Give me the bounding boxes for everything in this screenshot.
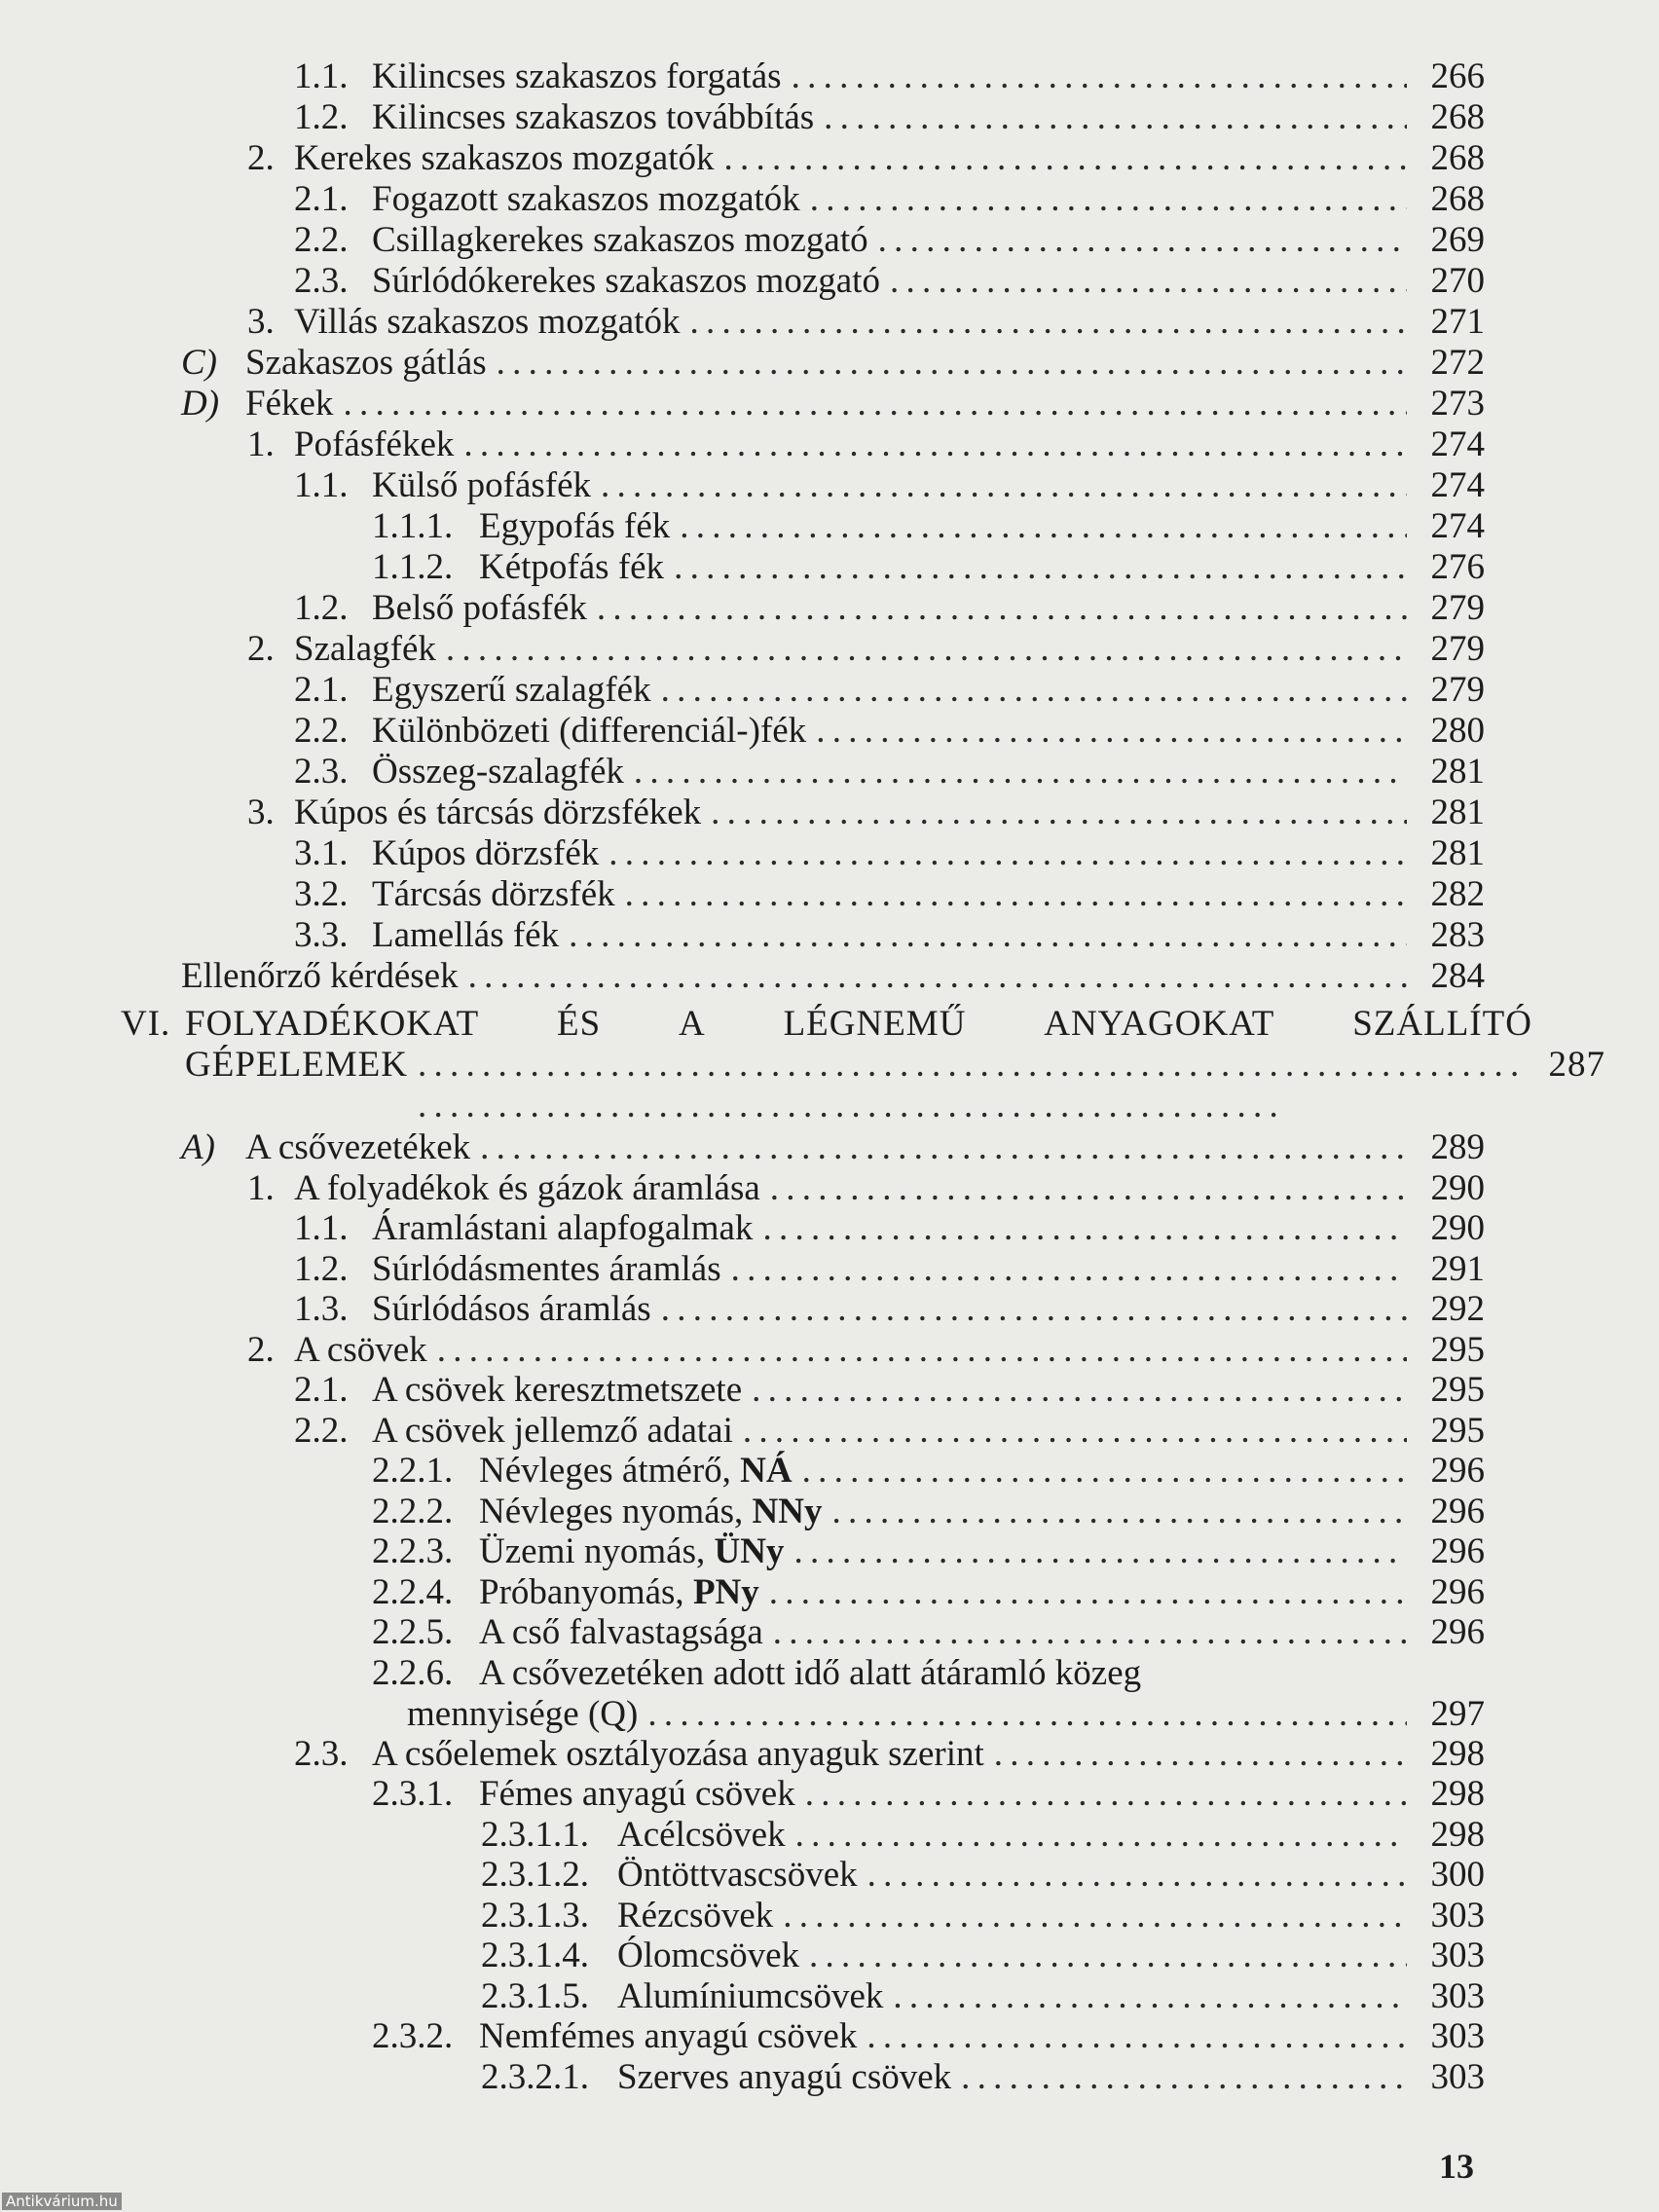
entry-number: 2.3.1.2. <box>481 1855 589 1895</box>
entry-page-number: 303 <box>1430 2056 1485 2097</box>
entry-page-number: 279 <box>1430 629 1485 669</box>
leader-dots <box>647 1694 1407 1735</box>
entry-title: Áramlástani alapfogalmak <box>372 1208 754 1248</box>
toc-entry <box>181 343 1485 384</box>
entry-number: 2.2.5. <box>372 1612 454 1652</box>
leader-dots <box>468 956 1407 997</box>
leader-dots <box>769 1572 1407 1613</box>
entry-title: A csövek keresztmetszete <box>372 1370 743 1410</box>
leader-dots <box>480 1127 1407 1168</box>
leader-dots <box>608 833 1407 874</box>
entry-page-number: 269 <box>1430 220 1485 260</box>
leader-dots <box>743 1411 1407 1452</box>
leader-dots <box>770 1168 1407 1209</box>
toc-entry <box>294 220 1485 261</box>
entry-page-number: 270 <box>1430 261 1485 301</box>
entry-number: 1.2. <box>294 97 349 137</box>
entry-number: 3. <box>247 302 275 342</box>
toc-entry-continuation <box>407 1694 1485 1735</box>
leader-dots <box>795 1815 1407 1856</box>
entry-number: 2.2. <box>294 220 349 260</box>
entry-title: Próbanyomás, PNy <box>479 1571 759 1612</box>
toc-entry <box>247 793 1485 833</box>
entry-number: 2.3.1.3. <box>481 1895 589 1936</box>
chapter-title-line-2 <box>185 1045 1605 1126</box>
entry-title: Súrlódásos áramlás <box>372 1289 651 1329</box>
entry-page-number: 268 <box>1430 138 1485 178</box>
chapter-page-number: 287 <box>1548 1045 1605 1085</box>
entry-page-number: 296 <box>1430 1531 1485 1571</box>
leader-dots <box>893 1976 1407 2017</box>
page-folio: 13 <box>1439 2147 1474 2186</box>
entry-title: Alumíniumcsövek <box>617 1975 884 2016</box>
entry-title: Kilincses szakaszos forgatás <box>372 56 782 96</box>
toc-entry <box>247 302 1485 343</box>
leader-dots <box>994 1734 1407 1775</box>
leader-dots <box>773 1612 1407 1653</box>
entry-number: 2.2.2. <box>372 1491 454 1531</box>
leader-dots <box>446 629 1407 670</box>
entry-page-number: 298 <box>1430 1733 1485 1774</box>
entry-number: 2.3. <box>294 1733 349 1774</box>
entry-number: D) <box>181 384 220 424</box>
entry-page-number: 296 <box>1430 1491 1485 1531</box>
entry-page-number: 295 <box>1430 1410 1485 1451</box>
entry-number: 2.3.1.4. <box>481 1936 589 1975</box>
entry-page-number: 276 <box>1430 547 1485 587</box>
entry-title: Üzemi nyomás, ÜNy <box>479 1531 785 1571</box>
entry-page-number: 303 <box>1430 1975 1485 2016</box>
toc-entry <box>294 915 1485 956</box>
entry-page-number: 292 <box>1430 1289 1485 1329</box>
toc-entry <box>294 97 1485 138</box>
entry-title: Egyszerű szalagfék <box>372 670 651 710</box>
entry-title: Pofásfékek <box>294 424 455 464</box>
entry-title: Összeg-szalagfék <box>372 752 624 792</box>
leader-dots <box>783 1896 1407 1936</box>
chapter-title-word: ÉS <box>557 1004 602 1044</box>
toc-entry <box>247 138 1485 179</box>
leader-dots <box>625 874 1407 915</box>
entry-page-number: 268 <box>1430 97 1485 137</box>
toc-entry <box>481 1855 1485 1896</box>
entry-title: Külső pofásfék <box>372 465 592 505</box>
toc-entry <box>372 1531 1485 1572</box>
toc-entry <box>247 629 1485 670</box>
entry-number: 2.3.2.1. <box>481 2056 589 2097</box>
entry-page-number: 296 <box>1430 1571 1485 1612</box>
entry-number: 2.3.1. <box>372 1774 454 1814</box>
entry-title: Szakaszos gátlás <box>245 343 487 383</box>
toc-entry <box>294 833 1485 874</box>
entry-title: Fémes anyagú csövek <box>479 1774 795 1814</box>
entry-number: 3. <box>247 793 275 832</box>
entry-abbreviation: NÁ <box>740 1451 793 1491</box>
toc-entry <box>294 670 1485 711</box>
entry-number: 2.3.1.1. <box>481 1814 589 1855</box>
toc-entry <box>294 465 1485 506</box>
entry-page-number: 281 <box>1430 752 1485 792</box>
toc-entry <box>481 1896 1485 1936</box>
entry-number: 1.1. <box>294 1208 349 1248</box>
entry-number: 1.2. <box>294 588 349 628</box>
leader-dots <box>762 1208 1407 1249</box>
entry-number: 3.3. <box>294 915 349 955</box>
entry-number: 2.3.2. <box>372 2016 454 2056</box>
entry-number: A) <box>181 1127 215 1167</box>
leader-dots <box>890 261 1407 302</box>
leader-dots <box>809 1936 1407 1976</box>
entry-page-number: 297 <box>1430 1693 1485 1734</box>
entry-page-number: 280 <box>1430 711 1485 751</box>
leader-dots <box>793 1531 1407 1572</box>
leader-dots <box>418 1045 1528 1126</box>
entry-number: 1.1.1. <box>372 506 454 546</box>
entry-title: A folyadékok és gázok áramlása <box>294 1167 760 1208</box>
entry-title: Névleges nyomás, NNy <box>479 1491 823 1531</box>
leader-dots <box>867 1855 1407 1896</box>
toc-entry <box>294 588 1485 629</box>
entry-title: Szalagfék <box>294 629 436 669</box>
leader-dots <box>824 97 1407 138</box>
leader-dots <box>878 220 1407 261</box>
leader-dots <box>724 138 1408 179</box>
toc-entry <box>181 956 1485 997</box>
entry-title: Tárcsás dörzsfék <box>372 874 615 914</box>
entry-number: 2.2.3. <box>372 1531 454 1571</box>
entry-number: 2.2.4. <box>372 1571 454 1612</box>
leader-dots <box>802 1451 1407 1492</box>
entry-title: A cső falvastagsága <box>479 1612 763 1652</box>
entry-abbreviation: PNy <box>692 1571 759 1612</box>
entry-page-number: 274 <box>1430 465 1485 505</box>
entry-title: Ólomcsövek <box>617 1936 800 1975</box>
entry-title: A csőelemek osztályozása anyaguk szerint <box>372 1733 984 1774</box>
toc-entry <box>372 1492 1485 1532</box>
leader-dots <box>816 711 1407 752</box>
entry-page-number: 272 <box>1430 343 1485 383</box>
leader-dots <box>463 424 1407 465</box>
entry-page-number: 273 <box>1430 384 1485 424</box>
toc-entry <box>181 384 1485 424</box>
toc-entry <box>294 1289 1485 1330</box>
entry-page-number: 295 <box>1430 1329 1485 1370</box>
chapter-title-word: A <box>679 1004 706 1044</box>
entry-title: Lamellás fék <box>372 915 560 955</box>
entry-number: 1.1. <box>294 465 349 505</box>
leader-dots <box>437 1330 1407 1371</box>
entry-title: Belső pofásfék <box>372 588 587 628</box>
entry-page-number: 303 <box>1430 2016 1485 2056</box>
chapter-title-word: ANYAGOKAT <box>1044 1004 1275 1044</box>
toc-entry <box>372 1451 1485 1492</box>
leader-dots <box>711 793 1407 833</box>
entry-page-number: 274 <box>1430 506 1485 546</box>
entry-number: 2.2. <box>294 1410 349 1451</box>
entry-page-number: 303 <box>1430 1936 1485 1975</box>
toc-entry <box>247 1168 1485 1209</box>
leader-dots <box>343 384 1407 424</box>
entry-title: A csővezetékek <box>245 1127 471 1167</box>
entry-title: Ellenőrző kérdések <box>181 956 459 996</box>
toc-entry <box>294 711 1485 752</box>
toc-entry <box>181 1127 1485 1168</box>
entry-page-number: 271 <box>1430 302 1485 342</box>
entry-title: Egypofás fék <box>479 506 671 546</box>
entry-title: Különbözeti (differenciál-)fék <box>372 711 807 751</box>
toc-entry <box>481 1815 1485 1856</box>
entry-title-continuation: mennyisége (Q) <box>407 1693 639 1734</box>
entry-page-number: 296 <box>1430 1451 1485 1491</box>
leader-dots <box>805 1774 1407 1815</box>
entry-number: 3.2. <box>294 874 349 914</box>
toc-entry <box>294 1370 1485 1411</box>
toc-entry <box>481 1976 1485 2017</box>
entry-page-number: 291 <box>1430 1248 1485 1289</box>
toc-entry <box>372 547 1485 588</box>
entry-number: 1.1.2. <box>372 547 454 587</box>
leader-dots <box>569 915 1407 956</box>
entry-title: Kilincses szakaszos továbbítás <box>372 97 815 137</box>
chapter-title-word: SZÁLLÍTÓ <box>1352 1004 1532 1044</box>
entry-title: Rézcsövek <box>617 1895 774 1936</box>
entry-number: 1.2. <box>294 1248 349 1289</box>
entry-page-number: 298 <box>1430 1774 1485 1814</box>
toc-entry <box>372 1612 1485 1653</box>
toc-entry <box>247 424 1485 465</box>
toc-entry <box>372 1774 1485 1815</box>
entry-number: 2.2.6. <box>372 1652 454 1693</box>
toc-entry <box>481 2057 1485 2098</box>
entry-title: Villás szakaszos mozgatók <box>294 302 681 342</box>
leader-dots <box>497 343 1407 384</box>
entry-page-number: 268 <box>1430 179 1485 219</box>
toc-entry <box>247 1330 1485 1371</box>
entry-number: 2.2. <box>294 711 349 751</box>
toc-entry <box>294 874 1485 915</box>
leader-dots <box>961 2057 1407 2098</box>
entry-page-number: 290 <box>1430 1167 1485 1208</box>
entry-number: 1.3. <box>294 1289 349 1329</box>
entry-page-number: 289 <box>1430 1127 1485 1167</box>
entry-page-number: 281 <box>1430 793 1485 832</box>
entry-page-number: 274 <box>1430 424 1485 464</box>
chapter-title-line-1 <box>185 1004 1532 1045</box>
toc-entry <box>372 506 1485 547</box>
leader-dots <box>634 752 1407 793</box>
entry-title: A csövek jellemző adatai <box>372 1410 733 1451</box>
toc-entry <box>294 56 1485 97</box>
entry-title: Kétpofás fék <box>479 547 665 587</box>
entry-title: Nemfémes anyagú csövek <box>479 2016 858 2056</box>
entry-abbreviation: ÜNy <box>714 1531 785 1571</box>
entry-page-number: 298 <box>1430 1814 1485 1855</box>
entry-number: 2.3. <box>294 261 349 301</box>
leader-dots <box>810 179 1407 220</box>
entry-page-number: 279 <box>1430 670 1485 710</box>
entry-page-number: 300 <box>1430 1855 1485 1895</box>
entry-page-number: 303 <box>1430 1895 1485 1936</box>
toc-entry <box>294 1411 1485 1452</box>
entry-number: 3.1. <box>294 833 349 873</box>
entry-title: Csillagkerekes szakaszos mozgató <box>372 220 868 260</box>
leader-dots <box>661 1289 1407 1330</box>
entry-title: Súrlódókerekes szakaszos mozgató <box>372 261 880 301</box>
toc-entry <box>294 1208 1485 1249</box>
entry-number: 1. <box>247 424 275 464</box>
entry-title: Fogazott szakaszos mozgatók <box>372 179 800 219</box>
leader-dots <box>601 465 1407 506</box>
entry-page-number: 281 <box>1430 833 1485 873</box>
toc-entry <box>372 2016 1485 2057</box>
entry-title: A csövek <box>294 1329 427 1370</box>
entry-number: 2. <box>247 629 275 669</box>
leader-dots <box>752 1370 1407 1411</box>
entry-title: Acélcsövek <box>617 1814 786 1855</box>
entry-number: 2.1. <box>294 179 349 219</box>
leader-dots <box>689 302 1407 343</box>
entry-number: 2.3.1.5. <box>481 1975 589 2016</box>
chapter-title-continuation: GÉPELEMEK <box>185 1045 408 1085</box>
entry-title: Névleges átmérő, NÁ <box>479 1451 793 1491</box>
entry-page-number: 279 <box>1430 588 1485 628</box>
entry-number: 2.1. <box>294 1370 349 1410</box>
leader-dots <box>866 2016 1407 2057</box>
leader-dots <box>831 1492 1407 1532</box>
entry-title: Súrlódásmentes áramlás <box>372 1248 721 1289</box>
entry-page-number: 295 <box>1430 1370 1485 1410</box>
entry-number: 1. <box>247 1167 275 1208</box>
toc-entry <box>294 1249 1485 1290</box>
entry-title: A csővezetéken adott idő alatt átáramló közeg <box>479 1652 1142 1693</box>
leader-dots <box>597 588 1407 629</box>
entry-page-number: 266 <box>1430 56 1485 96</box>
entry-number: 2.2.1. <box>372 1451 454 1491</box>
toc-entry <box>294 752 1485 793</box>
entry-title: Kerekes szakaszos mozgatók <box>294 138 715 178</box>
entry-title: Öntöttvascsövek <box>617 1855 858 1895</box>
entry-number: 2. <box>247 1329 275 1370</box>
toc-entry <box>372 1653 1485 1694</box>
entry-number: 2.3. <box>294 752 349 792</box>
toc-entry <box>294 179 1485 220</box>
leader-dots <box>731 1249 1407 1290</box>
entry-page-number: 290 <box>1430 1208 1485 1248</box>
entry-page-number: 296 <box>1430 1612 1485 1652</box>
entry-title: Fékek <box>245 384 334 424</box>
entry-page-number: 284 <box>1430 956 1485 996</box>
watermark-text: Antikvárium.hu <box>2 2193 122 2210</box>
toc-entry <box>372 1572 1485 1613</box>
entry-page-number: 283 <box>1430 915 1485 955</box>
chapter-title-word: LÉGNEMŰ <box>783 1004 967 1044</box>
toc-entry <box>481 1936 1485 1976</box>
entry-page-number: 282 <box>1430 874 1485 914</box>
entry-title: Kúpos és tárcsás dörzsfékek <box>294 793 702 832</box>
entry-number: 2. <box>247 138 275 178</box>
leader-dots <box>661 670 1407 711</box>
leader-dots <box>792 56 1407 97</box>
chapter-title-word: FOLYADÉKOKAT <box>185 1004 480 1044</box>
toc-entry <box>294 261 1485 302</box>
leader-dots <box>680 506 1407 547</box>
entry-title: Kúpos dörzsfék <box>372 833 600 873</box>
entry-title: Szerves anyagú csövek <box>617 2056 952 2097</box>
toc-entry <box>294 1734 1485 1775</box>
entry-number: 2.1. <box>294 670 349 710</box>
chapter-number: VI. <box>121 1004 171 1044</box>
entry-number: 1.1. <box>294 56 349 96</box>
entry-abbreviation: NNy <box>752 1491 823 1531</box>
leader-dots <box>674 547 1407 588</box>
entry-number: C) <box>181 343 217 383</box>
